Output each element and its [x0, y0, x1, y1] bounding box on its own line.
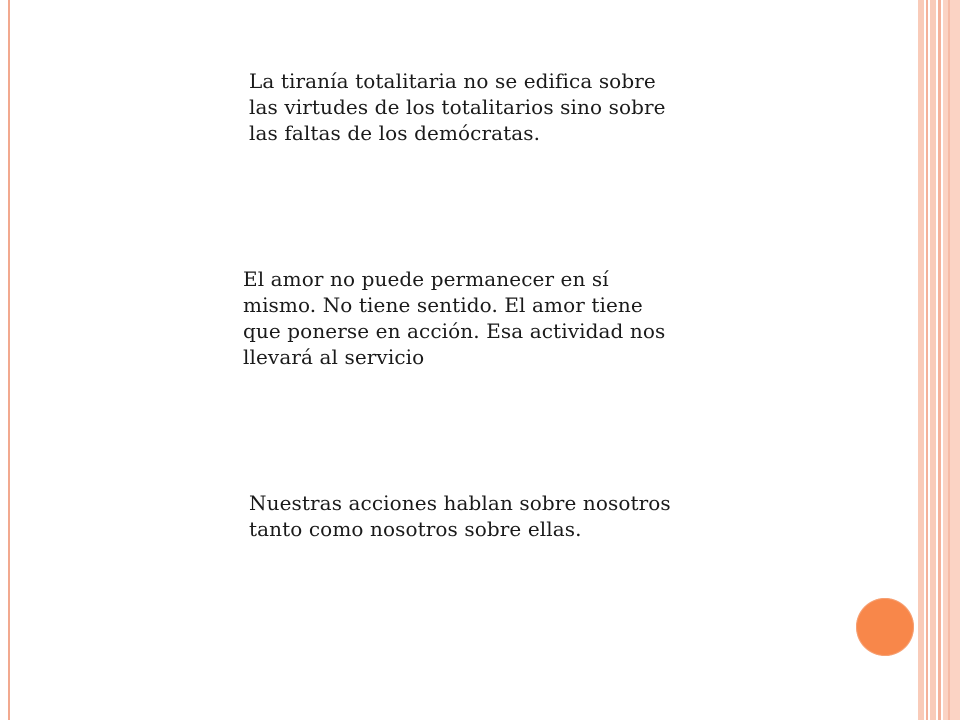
quote-love-in-action: [243, 266, 713, 370]
quote-line: El amor no puede permanecer en sí: [243, 267, 609, 291]
right-stripe: [943, 0, 960, 720]
right-stripe: [930, 0, 936, 720]
quote-line: las faltas de los demócratas.: [249, 121, 541, 145]
right-stripe: [926, 0, 928, 720]
quote-line: La tiranía totalitaria no se edifica sobre: [249, 69, 656, 93]
quote-line: que ponerse en acción. Esa actividad nos: [243, 319, 666, 343]
right-stripe: [938, 0, 941, 720]
right-stripe: [948, 0, 950, 720]
quote-line: llevará al servicio: [243, 345, 425, 369]
right-stripe: [918, 0, 924, 720]
left-border-line: [8, 0, 10, 720]
quote-line: tanto como nosotros sobre ellas.: [249, 517, 582, 541]
quote-line: mismo. No tiene sentido. El amor tiene: [243, 293, 643, 317]
quote-our-actions: [249, 490, 719, 542]
quote-line: las virtudes de los totalitarios sino sobre: [249, 95, 666, 119]
accent-circle: [856, 598, 914, 656]
quote-totalitarian-tyranny: [249, 68, 719, 146]
quote-line: Nuestras acciones hablan sobre nosotros: [249, 491, 671, 515]
